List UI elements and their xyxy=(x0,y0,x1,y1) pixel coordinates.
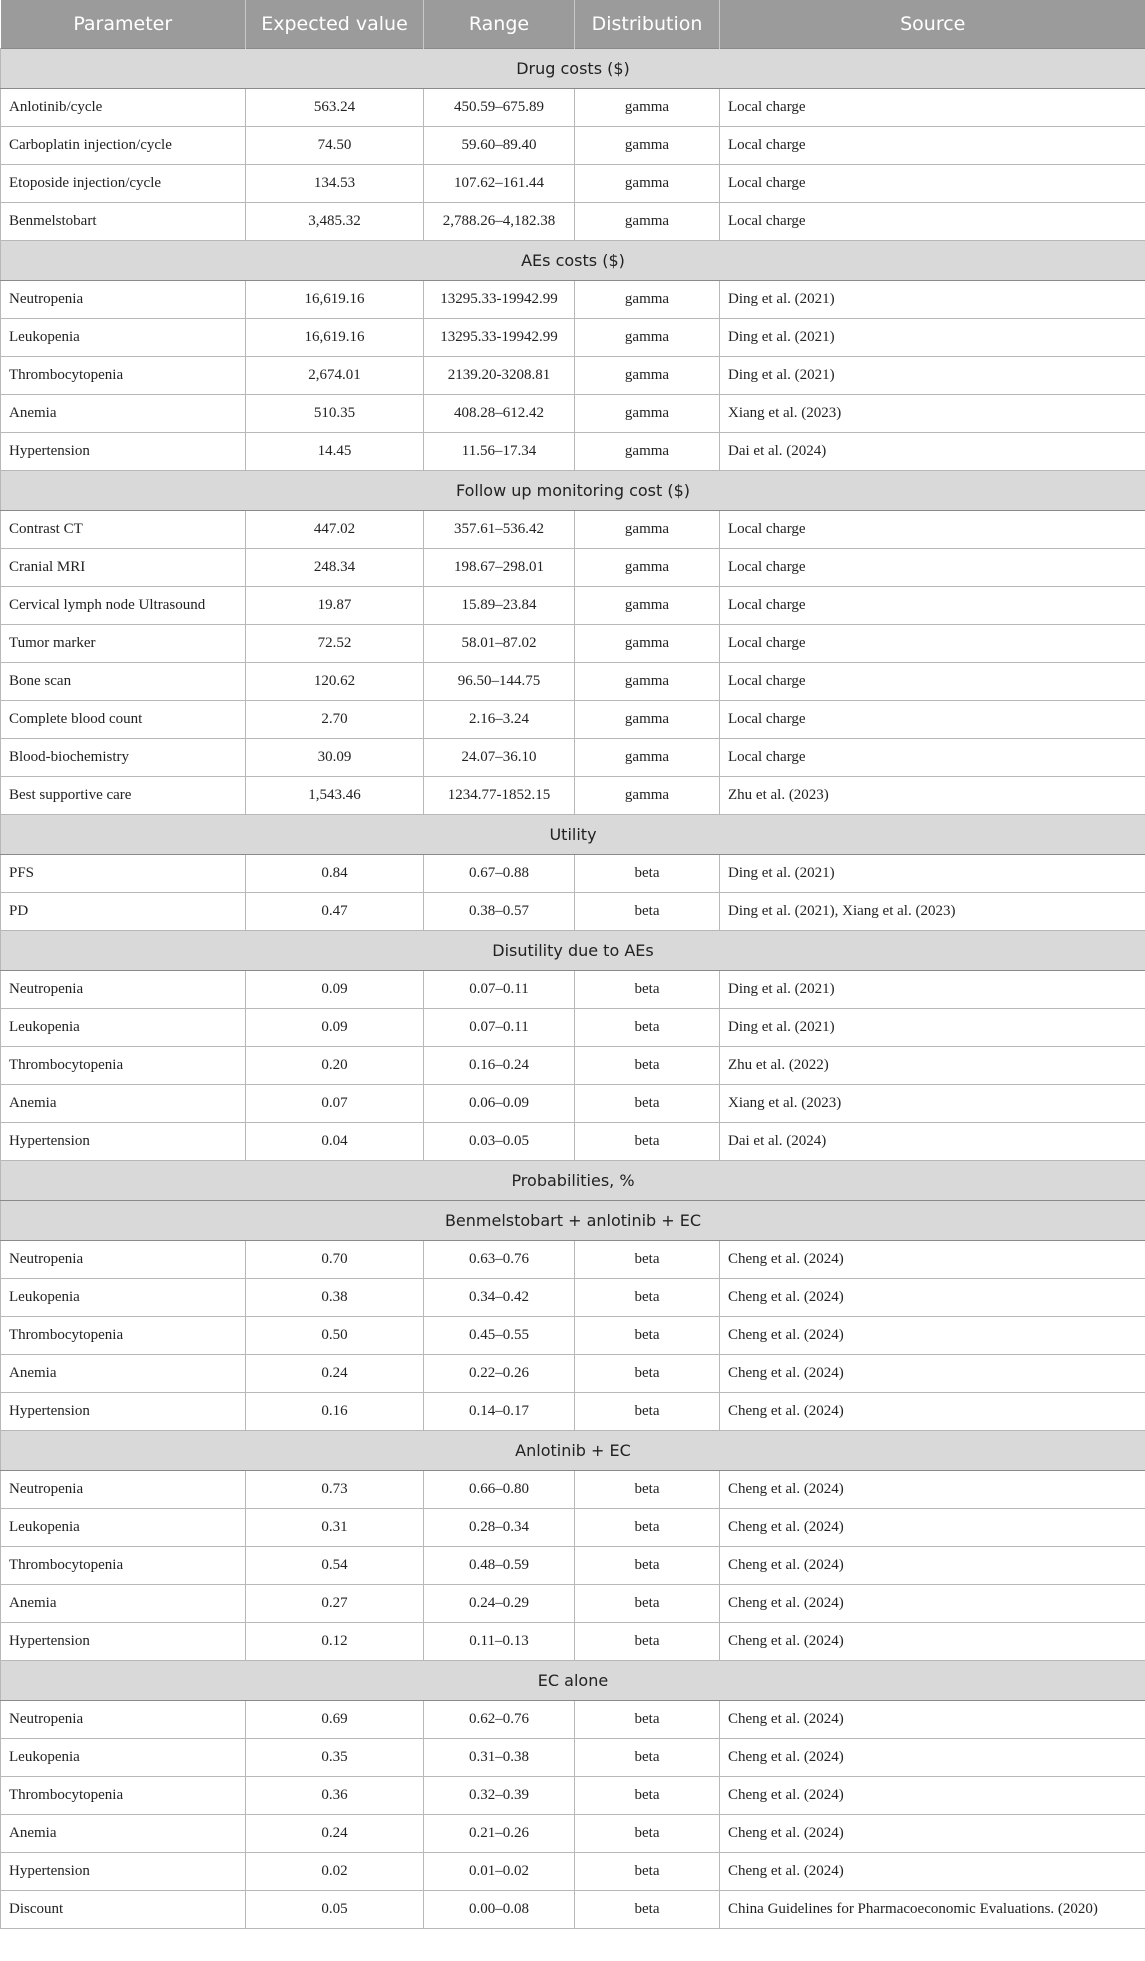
cell-distribution: gamma xyxy=(575,701,720,739)
cell-parameter: Leukopenia xyxy=(1,1509,246,1547)
section-row xyxy=(1,1661,1145,1701)
cell-range: 2139.20-3208.81 xyxy=(424,357,575,395)
cell-parameter: Neutropenia xyxy=(1,1241,246,1279)
cell-parameter: Discount xyxy=(1,1891,246,1929)
cell-expected-value: 0.73 xyxy=(246,1471,424,1509)
cell-expected-value: 0.24 xyxy=(246,1355,424,1393)
cell-range: 450.59–675.89 xyxy=(424,89,575,127)
table-row xyxy=(1,1739,1145,1777)
table-row xyxy=(1,1547,1145,1585)
table-row xyxy=(1,1393,1145,1431)
table-row xyxy=(1,319,1145,357)
cell-distribution: beta xyxy=(575,1085,720,1123)
cell-source: Local charge xyxy=(720,701,1145,739)
cell-distribution: gamma xyxy=(575,89,720,127)
table-body xyxy=(1,49,1145,1929)
cell-parameter: Thrombocytopenia xyxy=(1,357,246,395)
cell-expected-value: 447.02 xyxy=(246,511,424,549)
cell-expected-value: 0.31 xyxy=(246,1509,424,1547)
cell-range: 0.48–0.59 xyxy=(424,1547,575,1585)
cell-expected-value: 510.35 xyxy=(246,395,424,433)
cell-source: Local charge xyxy=(720,625,1145,663)
section-title: Follow up monitoring cost ($) xyxy=(1,471,1145,511)
cell-distribution: beta xyxy=(575,1009,720,1047)
cell-distribution: gamma xyxy=(575,433,720,471)
cell-parameter: Anemia xyxy=(1,395,246,433)
cell-parameter: Anemia xyxy=(1,1355,246,1393)
table-row xyxy=(1,1891,1145,1929)
cell-expected-value: 563.24 xyxy=(246,89,424,127)
cell-distribution: beta xyxy=(575,1701,720,1739)
section-row xyxy=(1,1431,1145,1471)
table-row xyxy=(1,1355,1145,1393)
cell-distribution: beta xyxy=(575,1471,720,1509)
cell-parameter: Leukopenia xyxy=(1,1009,246,1047)
table-row xyxy=(1,511,1145,549)
cell-distribution: beta xyxy=(575,1547,720,1585)
cell-source: Ding et al. (2021) xyxy=(720,357,1145,395)
section-row xyxy=(1,1161,1145,1201)
cell-expected-value: 248.34 xyxy=(246,549,424,587)
cell-distribution: beta xyxy=(575,1739,720,1777)
section-row xyxy=(1,815,1145,855)
table-row xyxy=(1,357,1145,395)
cell-parameter: Benmelstobart xyxy=(1,203,246,241)
cell-distribution: beta xyxy=(575,1393,720,1431)
cell-source: Cheng et al. (2024) xyxy=(720,1777,1145,1815)
cell-distribution: gamma xyxy=(575,319,720,357)
header-expected-value: Expected value xyxy=(246,0,424,49)
cell-source: Ding et al. (2021) xyxy=(720,1009,1145,1047)
table-row xyxy=(1,739,1145,777)
table-row xyxy=(1,1623,1145,1661)
cell-source: Cheng et al. (2024) xyxy=(720,1547,1145,1585)
cell-distribution: beta xyxy=(575,1241,720,1279)
cell-range: 0.22–0.26 xyxy=(424,1355,575,1393)
table-row xyxy=(1,127,1145,165)
cell-expected-value: 0.02 xyxy=(246,1853,424,1891)
cell-range: 0.66–0.80 xyxy=(424,1471,575,1509)
header-source: Source xyxy=(720,0,1145,49)
cell-source: Cheng et al. (2024) xyxy=(720,1585,1145,1623)
cell-distribution: gamma xyxy=(575,777,720,815)
cell-source: Cheng et al. (2024) xyxy=(720,1471,1145,1509)
table-row xyxy=(1,165,1145,203)
cell-range: 0.32–0.39 xyxy=(424,1777,575,1815)
cell-source: Cheng et al. (2024) xyxy=(720,1853,1145,1891)
table-row xyxy=(1,701,1145,739)
cell-source: Local charge xyxy=(720,165,1145,203)
cell-parameter: Anemia xyxy=(1,1085,246,1123)
cell-source: China Guidelines for Pharmacoeconomic Evaluations. (2020) xyxy=(720,1891,1145,1929)
table-row xyxy=(1,1085,1145,1123)
cell-source: Zhu et al. (2023) xyxy=(720,777,1145,815)
cell-source: Ding et al. (2021) xyxy=(720,319,1145,357)
cell-expected-value: 1,543.46 xyxy=(246,777,424,815)
table-row xyxy=(1,281,1145,319)
cell-distribution: beta xyxy=(575,1777,720,1815)
table-row xyxy=(1,1047,1145,1085)
cell-range: 0.14–0.17 xyxy=(424,1393,575,1431)
section-title: Anlotinib + EC xyxy=(1,1431,1145,1471)
cell-expected-value: 0.16 xyxy=(246,1393,424,1431)
cell-range: 0.16–0.24 xyxy=(424,1047,575,1085)
cell-range: 0.62–0.76 xyxy=(424,1701,575,1739)
cell-distribution: beta xyxy=(575,1509,720,1547)
table-row xyxy=(1,1777,1145,1815)
cell-parameter: Anemia xyxy=(1,1815,246,1853)
cell-range: 96.50–144.75 xyxy=(424,663,575,701)
cell-source: Local charge xyxy=(720,549,1145,587)
cell-source: Cheng et al. (2024) xyxy=(720,1739,1145,1777)
cell-range: 0.34–0.42 xyxy=(424,1279,575,1317)
cell-distribution: gamma xyxy=(575,395,720,433)
cell-distribution: gamma xyxy=(575,203,720,241)
cell-distribution: gamma xyxy=(575,625,720,663)
header-distribution: Distribution xyxy=(575,0,720,49)
cell-range: 0.07–0.11 xyxy=(424,1009,575,1047)
cell-expected-value: 30.09 xyxy=(246,739,424,777)
cell-source: Local charge xyxy=(720,511,1145,549)
table-row xyxy=(1,893,1145,931)
cell-expected-value: 0.84 xyxy=(246,855,424,893)
cell-parameter: Tumor marker xyxy=(1,625,246,663)
cell-distribution: beta xyxy=(575,1355,720,1393)
cell-range: 0.24–0.29 xyxy=(424,1585,575,1623)
section-row xyxy=(1,471,1145,511)
cell-range: 198.67–298.01 xyxy=(424,549,575,587)
cell-expected-value: 0.69 xyxy=(246,1701,424,1739)
cell-range: 58.01–87.02 xyxy=(424,625,575,663)
table-row xyxy=(1,549,1145,587)
table-row xyxy=(1,587,1145,625)
cell-expected-value: 0.05 xyxy=(246,1891,424,1929)
cell-range: 0.07–0.11 xyxy=(424,971,575,1009)
cell-range: 2,788.26–4,182.38 xyxy=(424,203,575,241)
cell-range: 0.63–0.76 xyxy=(424,1241,575,1279)
section-row xyxy=(1,931,1145,971)
cell-source: Zhu et al. (2022) xyxy=(720,1047,1145,1085)
cell-source: Cheng et al. (2024) xyxy=(720,1317,1145,1355)
cell-expected-value: 0.09 xyxy=(246,971,424,1009)
cell-range: 0.28–0.34 xyxy=(424,1509,575,1547)
cell-range: 59.60–89.40 xyxy=(424,127,575,165)
cell-expected-value: 14.45 xyxy=(246,433,424,471)
cell-parameter: Leukopenia xyxy=(1,319,246,357)
cell-distribution: beta xyxy=(575,1585,720,1623)
cell-range: 0.38–0.57 xyxy=(424,893,575,931)
cell-parameter: Anlotinib/cycle xyxy=(1,89,246,127)
cell-source: Ding et al. (2021), Xiang et al. (2023) xyxy=(720,893,1145,931)
cell-parameter: Hypertension xyxy=(1,1393,246,1431)
table-row xyxy=(1,1241,1145,1279)
cell-parameter: PD xyxy=(1,893,246,931)
cell-source: Cheng et al. (2024) xyxy=(720,1509,1145,1547)
section-title: Drug costs ($) xyxy=(1,49,1145,89)
cell-expected-value: 0.20 xyxy=(246,1047,424,1085)
cell-range: 0.11–0.13 xyxy=(424,1623,575,1661)
table-row xyxy=(1,1853,1145,1891)
cell-expected-value: 134.53 xyxy=(246,165,424,203)
cell-parameter: Hypertension xyxy=(1,1123,246,1161)
cell-range: 0.45–0.55 xyxy=(424,1317,575,1355)
cell-expected-value: 0.09 xyxy=(246,1009,424,1047)
cell-parameter: Leukopenia xyxy=(1,1279,246,1317)
cell-expected-value: 0.38 xyxy=(246,1279,424,1317)
cell-range: 24.07–36.10 xyxy=(424,739,575,777)
cell-distribution: beta xyxy=(575,1891,720,1929)
cell-source: Ding et al. (2021) xyxy=(720,971,1145,1009)
header-row xyxy=(1,0,1145,49)
cell-parameter: Hypertension xyxy=(1,433,246,471)
cell-expected-value: 2.70 xyxy=(246,701,424,739)
table-row xyxy=(1,1471,1145,1509)
cell-source: Local charge xyxy=(720,663,1145,701)
header-parameter: Parameter xyxy=(1,0,246,49)
cell-expected-value: 0.47 xyxy=(246,893,424,931)
cell-parameter: Hypertension xyxy=(1,1853,246,1891)
cell-parameter: Carboplatin injection/cycle xyxy=(1,127,246,165)
cell-distribution: gamma xyxy=(575,549,720,587)
section-title: Probabilities, % xyxy=(1,1161,1145,1201)
cell-distribution: beta xyxy=(575,1279,720,1317)
cell-source: Ding et al. (2021) xyxy=(720,281,1145,319)
cell-parameter: PFS xyxy=(1,855,246,893)
cell-distribution: gamma xyxy=(575,587,720,625)
section-row xyxy=(1,49,1145,89)
section-title: AEs costs ($) xyxy=(1,241,1145,281)
table-row xyxy=(1,777,1145,815)
cell-source: Cheng et al. (2024) xyxy=(720,1623,1145,1661)
table-row xyxy=(1,855,1145,893)
cell-range: 2.16–3.24 xyxy=(424,701,575,739)
cell-parameter: Neutropenia xyxy=(1,971,246,1009)
cell-parameter: Complete blood count xyxy=(1,701,246,739)
cell-source: Local charge xyxy=(720,587,1145,625)
cell-range: 0.03–0.05 xyxy=(424,1123,575,1161)
cell-range: 0.01–0.02 xyxy=(424,1853,575,1891)
cell-distribution: gamma xyxy=(575,281,720,319)
cell-parameter: Etoposide injection/cycle xyxy=(1,165,246,203)
cell-source: Cheng et al. (2024) xyxy=(720,1815,1145,1853)
cell-parameter: Thrombocytopenia xyxy=(1,1777,246,1815)
cell-parameter: Cranial MRI xyxy=(1,549,246,587)
cell-source: Cheng et al. (2024) xyxy=(720,1241,1145,1279)
cell-range: 1234.77-1852.15 xyxy=(424,777,575,815)
cell-expected-value: 2,674.01 xyxy=(246,357,424,395)
cell-parameter: Cervical lymph node Ultrasound xyxy=(1,587,246,625)
table-row xyxy=(1,395,1145,433)
cell-parameter: Best supportive care xyxy=(1,777,246,815)
cell-expected-value: 16,619.16 xyxy=(246,281,424,319)
cell-parameter: Neutropenia xyxy=(1,1701,246,1739)
table-row xyxy=(1,663,1145,701)
cell-source: Dai et al. (2024) xyxy=(720,433,1145,471)
cell-range: 107.62–161.44 xyxy=(424,165,575,203)
cell-source: Ding et al. (2021) xyxy=(720,855,1145,893)
header-range: Range xyxy=(424,0,575,49)
cell-range: 0.31–0.38 xyxy=(424,1739,575,1777)
cell-distribution: beta xyxy=(575,1047,720,1085)
cell-source: Xiang et al. (2023) xyxy=(720,1085,1145,1123)
cell-source: Cheng et al. (2024) xyxy=(720,1355,1145,1393)
cell-expected-value: 0.70 xyxy=(246,1241,424,1279)
cell-expected-value: 19.87 xyxy=(246,587,424,625)
section-row xyxy=(1,1201,1145,1241)
cell-source: Xiang et al. (2023) xyxy=(720,395,1145,433)
cell-range: 357.61–536.42 xyxy=(424,511,575,549)
cell-parameter: Bone scan xyxy=(1,663,246,701)
section-title: EC alone xyxy=(1,1661,1145,1701)
table-row xyxy=(1,1815,1145,1853)
cell-range: 13295.33-19942.99 xyxy=(424,281,575,319)
table-row xyxy=(1,1585,1145,1623)
cell-range: 13295.33-19942.99 xyxy=(424,319,575,357)
cell-expected-value: 0.27 xyxy=(246,1585,424,1623)
cell-expected-value: 72.52 xyxy=(246,625,424,663)
cell-distribution: gamma xyxy=(575,511,720,549)
table-header xyxy=(1,0,1145,49)
cell-expected-value: 74.50 xyxy=(246,127,424,165)
table-row xyxy=(1,971,1145,1009)
cell-distribution: beta xyxy=(575,971,720,1009)
section-title: Disutility due to AEs xyxy=(1,931,1145,971)
cell-expected-value: 0.07 xyxy=(246,1085,424,1123)
table-row xyxy=(1,203,1145,241)
cell-parameter: Thrombocytopenia xyxy=(1,1047,246,1085)
table-row xyxy=(1,433,1145,471)
cell-source: Local charge xyxy=(720,89,1145,127)
cell-distribution: beta xyxy=(575,1853,720,1891)
cell-source: Local charge xyxy=(720,203,1145,241)
cell-parameter: Contrast CT xyxy=(1,511,246,549)
cell-range: 408.28–612.42 xyxy=(424,395,575,433)
cell-parameter: Anemia xyxy=(1,1585,246,1623)
cell-distribution: beta xyxy=(575,855,720,893)
section-title: Utility xyxy=(1,815,1145,855)
table-row xyxy=(1,1701,1145,1739)
cell-distribution: beta xyxy=(575,1623,720,1661)
cell-distribution: gamma xyxy=(575,357,720,395)
table-row xyxy=(1,1009,1145,1047)
cell-parameter: Neutropenia xyxy=(1,281,246,319)
cell-distribution: gamma xyxy=(575,127,720,165)
cell-range: 15.89–23.84 xyxy=(424,587,575,625)
cell-range: 0.21–0.26 xyxy=(424,1815,575,1853)
cell-distribution: beta xyxy=(575,1815,720,1853)
cell-source: Cheng et al. (2024) xyxy=(720,1393,1145,1431)
cell-expected-value: 120.62 xyxy=(246,663,424,701)
cell-range: 0.00–0.08 xyxy=(424,1891,575,1929)
cell-distribution: beta xyxy=(575,1317,720,1355)
cell-range: 0.67–0.88 xyxy=(424,855,575,893)
cell-expected-value: 0.36 xyxy=(246,1777,424,1815)
cell-source: Dai et al. (2024) xyxy=(720,1123,1145,1161)
cell-expected-value: 16,619.16 xyxy=(246,319,424,357)
cell-expected-value: 0.54 xyxy=(246,1547,424,1585)
cell-parameter: Thrombocytopenia xyxy=(1,1317,246,1355)
cell-source: Cheng et al. (2024) xyxy=(720,1279,1145,1317)
cell-range: 0.06–0.09 xyxy=(424,1085,575,1123)
cell-distribution: beta xyxy=(575,893,720,931)
cell-distribution: gamma xyxy=(575,739,720,777)
cell-parameter: Hypertension xyxy=(1,1623,246,1661)
table-row xyxy=(1,1509,1145,1547)
cell-parameter: Blood-biochemistry xyxy=(1,739,246,777)
cell-expected-value: 0.24 xyxy=(246,1815,424,1853)
cell-expected-value: 3,485.32 xyxy=(246,203,424,241)
cell-parameter: Thrombocytopenia xyxy=(1,1547,246,1585)
table-row xyxy=(1,1317,1145,1355)
table-row xyxy=(1,1279,1145,1317)
table-row xyxy=(1,1123,1145,1161)
cell-parameter: Leukopenia xyxy=(1,1739,246,1777)
cell-expected-value: 0.35 xyxy=(246,1739,424,1777)
section-title: Benmelstobart + anlotinib + EC xyxy=(1,1201,1145,1241)
cell-distribution: beta xyxy=(575,1123,720,1161)
cell-distribution: gamma xyxy=(575,165,720,203)
cell-range: 11.56–17.34 xyxy=(424,433,575,471)
cell-expected-value: 0.12 xyxy=(246,1623,424,1661)
cell-source: Cheng et al. (2024) xyxy=(720,1701,1145,1739)
cell-source: Local charge xyxy=(720,739,1145,777)
table-row xyxy=(1,89,1145,127)
section-row xyxy=(1,241,1145,281)
cell-source: Local charge xyxy=(720,127,1145,165)
cell-parameter: Neutropenia xyxy=(1,1471,246,1509)
table-row xyxy=(1,625,1145,663)
cell-expected-value: 0.04 xyxy=(246,1123,424,1161)
cell-distribution: gamma xyxy=(575,663,720,701)
cell-expected-value: 0.50 xyxy=(246,1317,424,1355)
